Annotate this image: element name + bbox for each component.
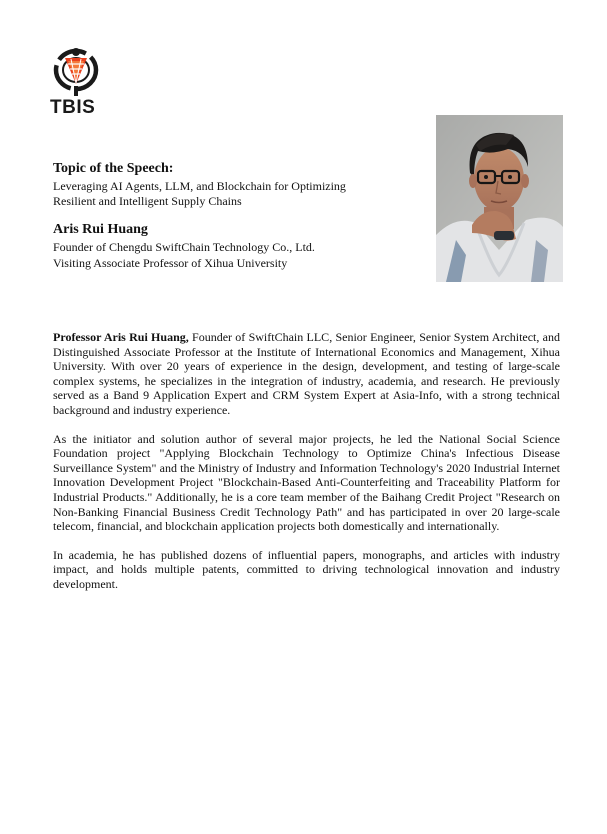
topic-line: Leveraging AI Agents, LLM, and Blockchain for Optimizing — [53, 179, 346, 193]
speaker-roles — [53, 240, 423, 271]
bio-paragraph: In academia, he has published dozens of influential papers, monographs, and articles with industry impact, and holds multiple patents, committed to driving technological innovation and industry development. — [53, 547, 560, 591]
bio-paragraph-text: Founder of SwiftChain LLC, Senior Engineer, Senior System Architect, and Distinguished Associate Professor at the Institute of International Economics and Management, Xihua University. With over 20 years of experience in the design, development, and testing of large-scale complex systems, he specializes in the integration of industry, academia, and research. He previously served as a Band 9 Application Expert and CRM System Expert at Asia-Info, with a strong technical background and industry experience. — [53, 330, 560, 417]
tbis-logo — [50, 46, 106, 120]
speech-topic — [53, 160, 423, 209]
speaker-role: Founder of Chengdu SwiftChain Technology Co., Ltd. — [53, 240, 315, 254]
bio-lead-name: Professor Aris Rui Huang, — [53, 330, 189, 344]
bio-paragraph — [53, 330, 560, 418]
speaker-role: Visiting Associate Professor of Xihua University — [53, 255, 288, 270]
tbis-globe-logo-icon — [53, 46, 99, 98]
topic-heading: Topic of the Speech: — [53, 161, 174, 176]
speaker-portrait-image — [436, 115, 563, 282]
bio-paragraph: As the initiator and solution author of several major projects, he led the National Social Science Foundation project "Applying Blockchain Technology to Optimize China's Infectious Disease Surveillance System" and the Ministry of Industry and Information Technology's 2020 Industrial Internet Innovation Development Project "Blockchain-Based Anti-Counterfeiting and Traceability Platform for Industrial Products." Additionally, he is a core team member of the Baihang Credit Project "Research on Non-Banking Financial Business Credit Technology Path" and has participated in over 20 large-scale telecom, financial, and blockchain application projects both domestically and internationally. — [53, 431, 560, 534]
topic-line: Resilient and Intelligent Supply Chains — [53, 194, 242, 208]
topic-title — [53, 179, 423, 209]
speaker-name: Aris Rui Huang — [53, 222, 148, 237]
speaker-photo — [436, 115, 563, 282]
speaker-biography — [53, 330, 560, 606]
speaker-info — [53, 221, 423, 271]
logo-text: TBIS — [50, 97, 96, 118]
